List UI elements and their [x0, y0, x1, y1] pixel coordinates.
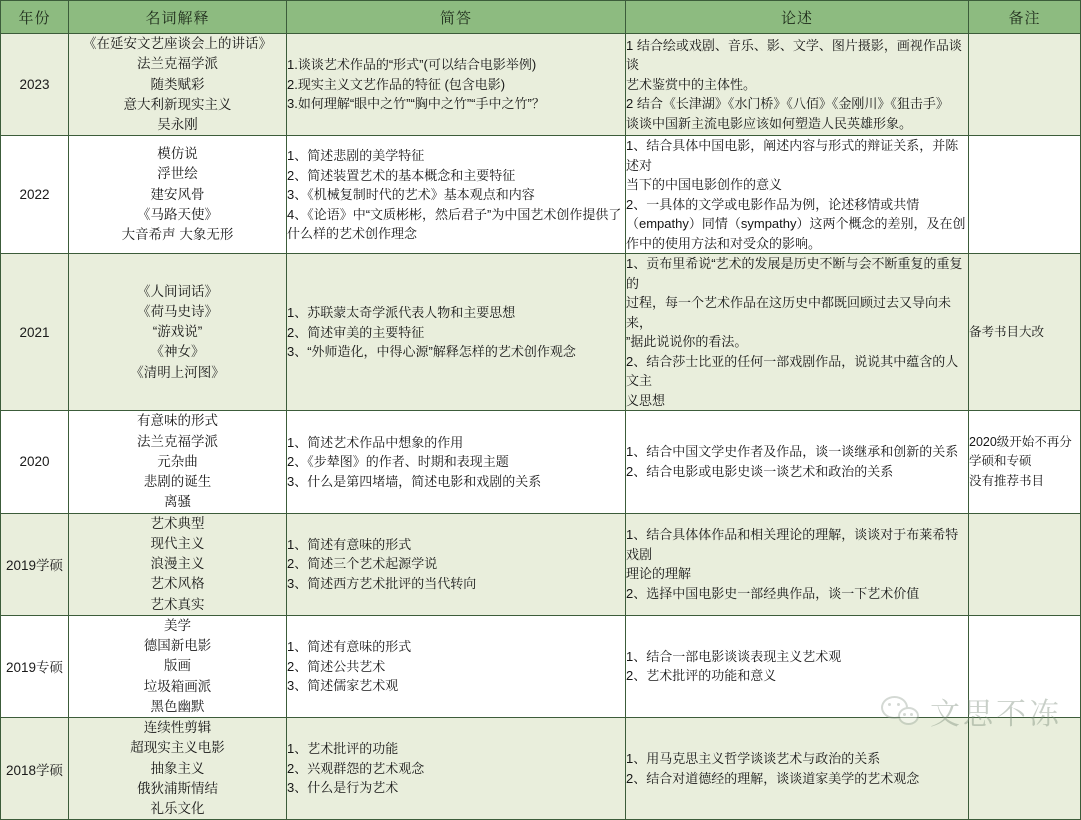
cell-short-line: 3.如何理解“眼中之竹”“胸中之竹”“手中之竹”？	[287, 96, 545, 112]
cell-term-line: 《在延安文艺座谈会上的讲话》	[83, 36, 272, 51]
cell-year: 2023	[1, 34, 69, 136]
cell-term-lines	[69, 411, 286, 512]
cell-year: 2018学硕	[1, 718, 69, 820]
cell-remark	[969, 718, 1081, 820]
cell-short	[287, 254, 626, 411]
cell-essay-line: 2 结合《长津湖》《水门桥》《八佰》《金刚川》《狙击手》	[626, 96, 949, 112]
column-header-short: 简答	[287, 1, 626, 34]
cell-term-line: 《马路天使》	[137, 206, 218, 222]
cell-term-lines	[69, 144, 286, 245]
cell-term-line: 连续性剪辑	[143, 720, 212, 735]
cell-essay-line: 2、艺术批评的功能和意义	[626, 668, 777, 684]
cell-short-lines	[287, 637, 625, 696]
cell-short-line: 1、简述悲剧的美学特征	[287, 148, 425, 163]
cell-essay-line: 过程，每一个艺术作品在这历史中都既回顾过去又导向未来，	[626, 295, 952, 330]
cell-remark	[969, 136, 1081, 254]
watermark-text: 文思不冻	[930, 697, 1062, 732]
cell-essay-line: 作中的使用方法和对受众的影响。	[626, 235, 822, 251]
table-row	[1, 615, 1081, 717]
cell-term-line: 黑色幽默	[150, 698, 205, 714]
cell-short-line: 2、简述公共艺术	[287, 658, 386, 674]
cell-term-lines	[69, 718, 286, 819]
cell-term-lines	[69, 616, 286, 717]
cell-essay-line: （empathy）同情（sympathy）这两个概念的差别，及在创	[626, 216, 966, 232]
cell-short-line: 2、简述审美的主要特征	[287, 324, 425, 340]
cell-term-line: 吴永刚	[157, 117, 198, 132]
cell-term-line: 版画	[164, 658, 191, 674]
cell-remark-line: 2020级开始不再分	[969, 434, 1072, 449]
cell-term-line: 《人间词话》	[137, 283, 218, 299]
cell-short-line: 2、简述装置艺术的基本概念和主要特征	[287, 167, 516, 183]
cell-short	[287, 718, 626, 820]
cell-year: 2022	[1, 136, 69, 254]
cell-term-line: 有意味的形式	[137, 413, 218, 429]
cell-short	[287, 136, 626, 254]
cell-short-line: 3、“外师造化，中得心源”解释怎样的艺术创作观念	[287, 344, 576, 359]
cell-remark	[969, 615, 1081, 717]
cell-term-line: 法兰克福学派	[137, 433, 218, 449]
cell-essay-line: 1、贡布里希说“艺术的发展是历史不断与会不断重复的重复的	[626, 256, 963, 291]
cell-essay	[626, 254, 969, 411]
cell-year: 2021	[1, 254, 69, 411]
cell-term-line: 《神女》	[150, 344, 205, 360]
cell-term-line: 艺术真实	[150, 596, 205, 612]
cell-essay-line: 义思想	[626, 392, 666, 408]
cell-essay-line: 艺术鉴赏中的主体性。	[626, 76, 757, 92]
cell-essay-line: 谈谈中国新主流电影应该如何塑造人民英雄形象。	[626, 115, 913, 131]
cell-term-line: 《荷马史诗》	[137, 303, 218, 319]
cell-short-line: 4、《论语》中“文质彬彬，然后君子”为中国艺术创作提供了	[287, 206, 622, 222]
cell-term-line: 垃圾箱画派	[143, 678, 212, 694]
cell-term-line: 《清明上河图》	[130, 364, 225, 380]
cell-short-line: 3、简述西方艺术批评的当代转向	[287, 575, 477, 591]
table-body	[1, 34, 1081, 820]
cell-essay-line: 2、结合电影或电影史谈一谈艺术和政治的关系	[626, 463, 894, 479]
cell-essay-line: 2、选择中国电影史一部经典作品，谈一下艺术价值	[626, 585, 920, 601]
table-row	[1, 411, 1081, 513]
cell-essay-lines	[626, 525, 968, 603]
cell-essay-line: 当下的中国电影创作的意义	[626, 177, 783, 193]
cell-term	[69, 411, 287, 513]
table-header	[1, 1, 1081, 34]
cell-term-line: 意大利新现实主义	[123, 96, 232, 112]
table-row	[1, 513, 1081, 615]
cell-term-line: 俄狄浦斯情结	[137, 780, 218, 796]
column-header-essay: 论述	[626, 1, 969, 34]
cell-short-line: 1、简述有意味的形式	[287, 536, 412, 552]
cell-essay-line: 2、一具体的文学或电影作品为例，论述移情或共情	[626, 196, 920, 212]
cell-essay-line: 1、结合中国文学史作者及作品，谈一谈继承和创新的关系	[626, 444, 959, 460]
table-row	[1, 136, 1081, 254]
cell-short-line: 3、什么是行为艺术	[287, 780, 399, 796]
cell-short	[287, 411, 626, 513]
cell-term-line: “游戏说”	[152, 324, 203, 340]
cell-remark	[969, 411, 1081, 513]
cell-essay-lines	[626, 647, 968, 686]
cell-short-line: 2、兴观群怨的艺术观念	[287, 760, 425, 776]
cell-essay	[626, 718, 969, 820]
cell-remark-lines	[969, 433, 1080, 491]
cell-term-lines	[69, 282, 286, 383]
cell-short-line: 什么样的艺术创作理念	[287, 226, 418, 241]
cell-term-line: 美学	[164, 617, 191, 633]
cell-term	[69, 254, 287, 411]
cell-short-lines	[287, 146, 625, 244]
cell-term-lines	[69, 514, 286, 615]
cell-short-line: 1、艺术批评的功能	[287, 741, 399, 757]
cell-term-line: 建安风骨	[150, 186, 205, 202]
column-header-term: 名词解释	[69, 1, 287, 34]
cell-essay-lines	[626, 136, 968, 253]
cell-term-line: 抽象主义	[150, 760, 205, 776]
cell-essay-line: 2、结合对道德经的理解，谈谈道家美学的艺术观念	[626, 770, 920, 786]
cell-remark-line: 学硕和专硕	[969, 454, 1032, 469]
cell-short-line: 3、什么是第四堵墙，简述电影和戏剧的关系	[287, 473, 542, 489]
cell-term-line: 艺术风格	[150, 576, 205, 592]
cell-essay-line: 2、结合莎士比亚的任何一部戏剧作品，说说其中蕴含的人文主	[626, 353, 959, 389]
cell-term-line: 德国新电影	[143, 638, 212, 653]
cell-essay-lines	[626, 254, 968, 410]
cell-term-line: 模仿说	[157, 146, 198, 162]
cell-short-line: 3、简述儒家艺术观	[287, 678, 399, 694]
cell-essay-line: 1 结合绘或戏剧、音乐、影、文学、图片摄影，画视作品谈谈	[626, 37, 962, 73]
cell-short	[287, 615, 626, 717]
cell-essay-lines	[626, 36, 968, 134]
cell-term-lines	[69, 34, 286, 135]
cell-term-line: 浪漫主义	[150, 556, 205, 571]
cell-term-line: 现代主义	[150, 535, 205, 551]
cell-term	[69, 34, 287, 136]
cell-term-line: 超现实主义电影	[130, 740, 225, 756]
cell-short-line: 3、《机械复制时代的艺术》基本观点和内容	[287, 187, 535, 202]
header-row	[1, 1, 1081, 34]
cell-remark	[969, 34, 1081, 136]
cell-short	[287, 513, 626, 615]
cell-essay-line: 1、结合一部电影谈谈表现主义艺术观	[626, 648, 842, 664]
cell-remark-line: 没有推荐书目	[969, 473, 1045, 488]
cell-short-lines	[287, 303, 625, 362]
cell-short-lines	[287, 739, 625, 798]
cell-essay-lines	[626, 442, 968, 481]
cell-essay-line: ”据此说说你的看法。	[626, 334, 748, 350]
column-header-remark: 备注	[969, 1, 1081, 34]
cell-term	[69, 136, 287, 254]
cell-short-line: 2、《步辇图》的作者、时期和表现主题	[287, 454, 509, 470]
cell-term-line: 礼乐文化	[150, 801, 205, 816]
table-row	[1, 34, 1081, 136]
cell-short-lines	[287, 535, 625, 594]
cell-term-line: 离骚	[164, 494, 191, 510]
cell-year: 2019学硕	[1, 513, 69, 615]
cell-term-line: 法兰克福学派	[137, 56, 218, 72]
cell-term	[69, 513, 287, 615]
cell-remark-lines	[969, 323, 1080, 342]
cell-short-lines	[287, 433, 625, 492]
cell-short-lines	[287, 55, 625, 114]
cell-term-line: 悲剧的诞生	[143, 474, 212, 489]
cell-term	[69, 615, 287, 717]
cell-essay-line: 1、结合具体体作品和相关理论的理解，谈谈对于布莱希特戏剧	[626, 527, 959, 562]
cell-short-line: 1.谈谈艺术作品的“形式”(可以结合电影举例)	[287, 57, 537, 73]
cell-term-line: 艺术典型	[150, 515, 205, 531]
cell-essay-line: 1、结合具体中国电影，阐述内容与形式的辩证关系，并陈述对	[626, 138, 959, 173]
cell-term	[69, 718, 287, 820]
cell-remark	[969, 513, 1081, 615]
cell-essay-lines	[626, 749, 968, 788]
cell-short	[287, 34, 626, 136]
cell-remark	[969, 254, 1081, 411]
cell-short-line: 1、简述有意味的形式	[287, 639, 412, 655]
cell-essay-line: 理论的理解	[626, 566, 692, 582]
column-header-year: 年份	[1, 1, 69, 34]
cell-short-line: 1、简述艺术作品中想象的作用	[287, 434, 464, 450]
cell-short-line: 2.现实主义文艺作品的特征 (包含电影)	[287, 76, 506, 92]
cell-remark-line: 备考书目大改	[969, 324, 1045, 339]
cell-term-line: 元杂曲	[157, 453, 198, 469]
table-row	[1, 718, 1081, 820]
cell-year: 2019专硕	[1, 615, 69, 717]
cell-short-line: 2、简述三个艺术起源学说	[287, 556, 438, 572]
cell-essay	[626, 34, 969, 136]
cell-year: 2020	[1, 411, 69, 513]
cell-essay	[626, 411, 969, 513]
cell-term-line: 浮世绘	[157, 166, 198, 182]
cell-term-line: 大音希声 大象无形	[121, 227, 234, 243]
cell-term-line: 随类赋彩	[150, 76, 205, 92]
cell-short-line: 1、苏联蒙太奇学派代表人物和主要思想	[287, 305, 516, 320]
cell-essay	[626, 136, 969, 254]
cell-essay-line: 1、用马克思主义哲学谈谈艺术与政治的关系	[626, 751, 881, 767]
cell-essay	[626, 513, 969, 615]
cell-essay	[626, 615, 969, 717]
table-row	[1, 254, 1081, 411]
